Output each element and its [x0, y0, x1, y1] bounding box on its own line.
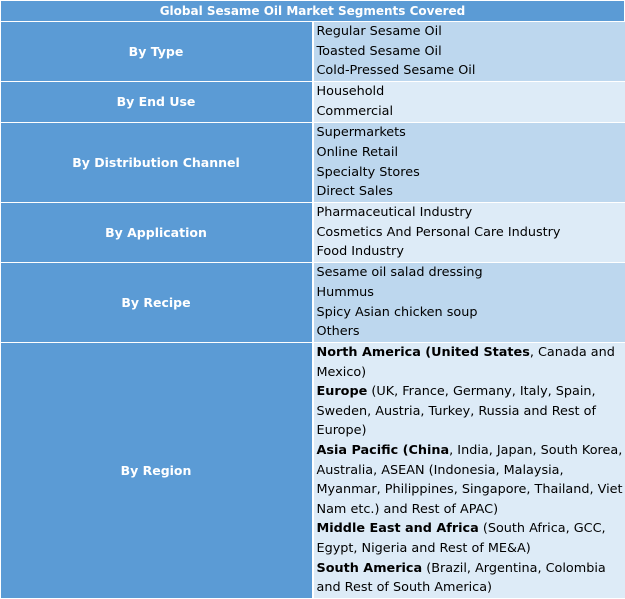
- segment-items-distribution: [313, 123, 625, 203]
- segment-items-application: [313, 203, 625, 263]
- segment-row-type: [1, 22, 625, 82]
- segment-row-recipe: [1, 263, 625, 343]
- segment-label-application: By Application: [1, 203, 313, 263]
- region-south-america: [317, 559, 625, 598]
- segment-item: Online Retail: [316, 144, 399, 160]
- region-north-america: [317, 343, 625, 382]
- segment-label-distribution: By Distribution Channel: [1, 123, 313, 203]
- segment-item: Pharmaceutical Industry: [316, 205, 473, 221]
- segment-row-region: [1, 343, 625, 599]
- segment-label-end-use: By End Use: [1, 82, 313, 123]
- segment-item: Hummus: [316, 284, 374, 300]
- region-highlight: United States: [431, 345, 530, 360]
- region-open-paren: (: [478, 521, 488, 537]
- table-title: Global Sesame Oil Market Segments Covered: [1, 1, 625, 22]
- segment-item: Cosmetics And Personal Care Industry: [316, 224, 561, 240]
- segment-item: Specialty Stores: [316, 164, 420, 180]
- region-open-paren: (: [420, 345, 432, 360]
- region-name: North America: [316, 345, 421, 360]
- region-europe: [317, 382, 625, 441]
- region-countries: South Africa, GCC, Egypt, Nigeria and Rest of ME&A): [316, 521, 606, 556]
- segment-item: Cold-Pressed Sesame Oil: [316, 63, 476, 79]
- segment-item: Sesame oil salad dressing: [316, 265, 483, 281]
- region-name: Middle East and Africa: [316, 521, 479, 537]
- segment-label-region: By Region: [1, 343, 313, 599]
- segment-items-recipe: [313, 263, 625, 343]
- region-highlight: China: [408, 442, 450, 458]
- region-countries: Brazil, Argentina, Colombia and Rest of South America): [316, 560, 606, 596]
- region-open-paren: (: [398, 442, 409, 458]
- region-countries: UK, France, Germany, Italy, Spain, Sweden, Austria, Turkey, Russia and Rest of Europe): [316, 384, 596, 439]
- segment-item: Supermarkets: [316, 125, 406, 141]
- segment-items-end-use: [313, 82, 625, 123]
- segment-item: Household: [316, 84, 385, 100]
- segment-item: Regular Sesame Oil: [316, 24, 442, 40]
- segment-items-type: [313, 22, 625, 82]
- segment-row-application: [1, 203, 625, 263]
- segment-item: Direct Sales: [316, 184, 393, 200]
- region-name: South America: [316, 560, 423, 576]
- region-asia-pacific: [317, 441, 625, 519]
- segment-label-recipe: By Recipe: [1, 263, 313, 343]
- region-countries: , Canada and Mexico): [316, 345, 615, 380]
- region-countries: , India, Japan, South Korea, Australia, ASEAN (Indonesia, Malaysia, Myanmar, Philippines, Singapore, Thailand, Viet Nam etc.) and Rest of APAC): [316, 442, 623, 517]
- table-title-row: [1, 1, 625, 22]
- segment-item: Food Industry: [316, 244, 404, 260]
- region-name: Europe: [316, 384, 368, 400]
- segment-label-type: By Type: [1, 22, 313, 82]
- segment-row-distribution: [1, 123, 625, 203]
- segment-row-end-use: [1, 82, 625, 123]
- segment-items-region: [313, 343, 625, 599]
- segment-item: Commercial: [316, 104, 394, 119]
- region-middle-east-africa: [317, 519, 625, 558]
- region-open-paren: (: [367, 384, 377, 400]
- segment-item: Spicy Asian chicken soup: [316, 304, 478, 320]
- segment-item: Toasted Sesame Oil: [316, 43, 442, 59]
- region-open-paren: (: [422, 560, 432, 576]
- segment-item: Others: [316, 324, 360, 340]
- region-name: Asia Pacific: [316, 442, 399, 458]
